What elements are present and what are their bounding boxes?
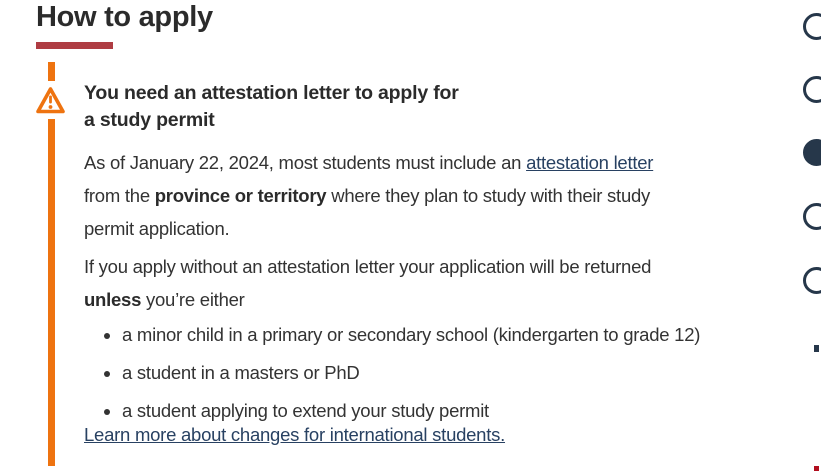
paragraph-text: you’re either: [141, 289, 245, 310]
warning-triangle-icon: [32, 81, 68, 119]
paragraph-text: If you apply without an attestation letter your application will be returned: [84, 256, 652, 277]
cutoff-circle[interactable]: [803, 13, 821, 40]
title-underline: [36, 42, 113, 49]
exception-list: [84, 318, 700, 432]
cutoff-mark-red: [814, 466, 819, 471]
list-item: • a student applying to extend your study permit: [122, 394, 700, 427]
alert-accent-bar: [48, 62, 55, 466]
attestation-letter-link[interactable]: attestation letter: [526, 152, 654, 173]
alert-heading-line: You need an attestation letter to apply for: [84, 82, 459, 104]
paragraph-text: from the: [84, 185, 155, 206]
bold-text: unless: [84, 289, 142, 310]
paragraph-returned-unless: [84, 250, 651, 316]
list-item: • a minor child in a primary or secondary school (kindergarten to grade 12): [122, 318, 700, 351]
alert-heading-line: a study permit: [84, 109, 215, 131]
page-title: How to apply: [36, 1, 213, 33]
learn-more-link[interactable]: Learn more about changes for international students.: [84, 424, 506, 445]
cutoff-circle[interactable]: [803, 76, 821, 103]
paragraph-text: permit application.: [84, 218, 230, 239]
cutoff-mark-navy: [814, 345, 819, 352]
list-item: • a student in a masters or PhD: [122, 356, 700, 389]
bold-text: province or territory: [154, 185, 327, 206]
paragraph-attestation-requirement: [84, 146, 653, 245]
paragraph-text: where they plan to study with their study: [326, 185, 651, 206]
cutoff-circle[interactable]: [803, 267, 821, 294]
alert-heading: [84, 80, 459, 134]
cutoff-circle-selected[interactable]: [803, 139, 821, 166]
paragraph-text: As of January 22, 2024, most students must include an: [84, 152, 527, 173]
cutoff-circle[interactable]: [803, 203, 821, 230]
